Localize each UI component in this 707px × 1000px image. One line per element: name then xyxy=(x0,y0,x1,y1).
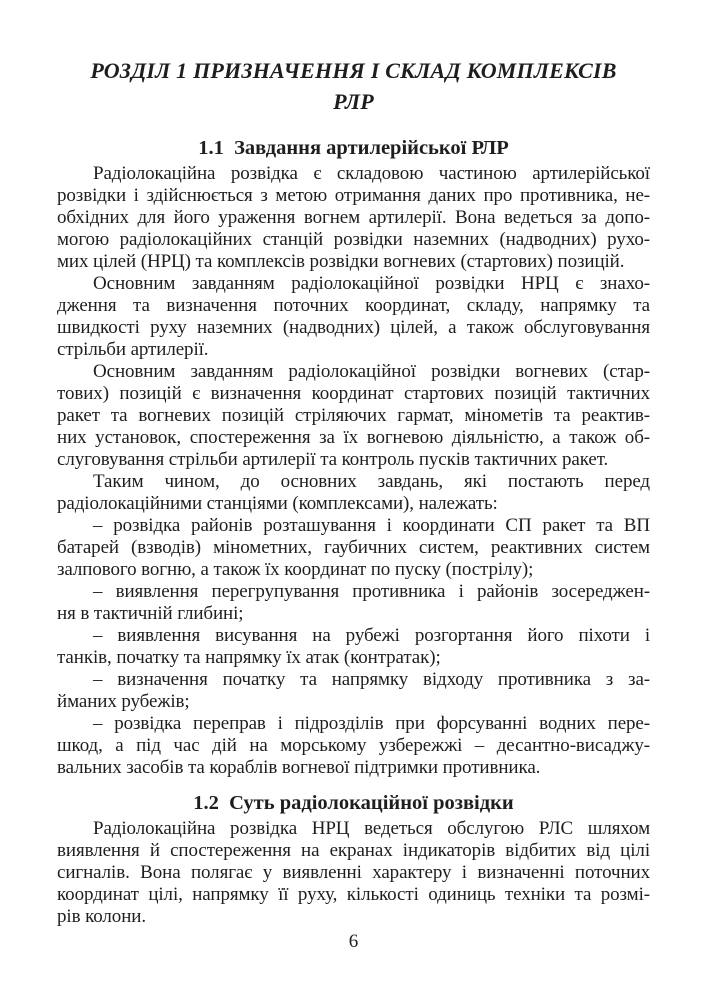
text-line: дження та визначення поточних координат, складу, напрямку та xyxy=(57,295,650,316)
paragraph xyxy=(57,163,650,273)
text-line: могою радіолокаційних станцій розвідки наземних (надводних) рухо- xyxy=(57,229,650,250)
list-item xyxy=(57,515,650,581)
text-line: танків, початку та напрямку їх атак (контратак); xyxy=(57,647,441,668)
text-line: – виявлення перегрупування противника і районів зосереджен- xyxy=(93,581,650,602)
text-line: – розвідка районів розташування і координати СП ракет та ВП xyxy=(93,515,650,536)
text-line: Радіолокаційна розвідка є складовою частиною артилерійської xyxy=(93,163,650,184)
text-line: виявлення й спостереження на екранах індикаторів відбитих від цілі xyxy=(57,840,650,861)
text-line: батарей (взводів) мінометних, гаубичних систем, реактивних систем xyxy=(57,537,650,558)
text-line: шкод, а під час дій на морському узбережжі – десантно-висаджу- xyxy=(57,735,650,756)
paragraph xyxy=(57,471,650,515)
text-line: тових) позицій є визначення координат стартових позицій тактичних xyxy=(57,383,650,404)
list-item xyxy=(57,625,650,669)
text-line: радіолокаційними станціями (комплексами), належать: xyxy=(57,493,498,514)
text-line: сигналів. Вона полягає у виявленні характеру і визначенні поточних xyxy=(57,862,650,883)
text-line: розвідки і здійснюється з метою отримання даних про противника, не- xyxy=(57,185,650,206)
text-line: залпового вогню, а також їх координат по пуску (пострілу); xyxy=(57,559,534,580)
paragraph xyxy=(57,273,650,361)
text-column xyxy=(57,55,650,928)
text-line: них установок, спостереження за їх вогневою діяльністю, а також об- xyxy=(57,427,650,448)
text-line: Радіолокаційна розвідка НРЦ ведеться обслугою РЛС шляхом xyxy=(93,818,650,839)
paragraph xyxy=(57,818,650,928)
text-line: Основним завданням радіолокаційної розвідки НРЦ є знахо- xyxy=(93,273,650,294)
text-line: мих цілей (НРЦ) та комплексів розвідки вогневих (стартових) позицій. xyxy=(57,251,625,272)
list-item xyxy=(57,581,650,625)
chapter-title xyxy=(57,55,650,117)
text-line: йманих рубежів; xyxy=(57,691,190,712)
chapter-title-line: РОЗДІЛ 1 ПРИЗНАЧЕННЯ І СКЛАД КОМПЛЕКСІВ xyxy=(90,58,617,83)
chapter-title-line: РЛР xyxy=(333,89,374,114)
text-line: Таким чином, до основних завдань, які постають перед xyxy=(93,471,650,492)
section-heading: 1.1 Завдання артилерійської РЛР xyxy=(198,137,509,159)
page-number: 6 xyxy=(348,931,359,952)
text-line: – визначення початку та напрямку відходу противника з за- xyxy=(93,669,650,690)
text-line: ракет та вогневих позицій стріляючих гармат, мінометів та реактив- xyxy=(57,405,650,426)
text-line: Основним завданням радіолокаційної розвідки вогневих (стар- xyxy=(93,361,650,382)
text-line: обхідних для його ураження вогнем артилерії. Вона ведеться за допо- xyxy=(57,207,650,228)
text-line: координат цілі, напрямку її руху, кількості одиниць техніки та розмі- xyxy=(57,884,650,905)
list-item xyxy=(57,669,650,713)
document-blocks xyxy=(57,136,650,928)
text-line: рів колони. xyxy=(57,906,146,927)
text-line: ня в тактичній глибині; xyxy=(57,603,244,624)
text-line: – розвідка переправ і підрозділів при форсуванні водних пере- xyxy=(93,713,650,734)
section-heading: 1.2 Суть радіолокаційної розвідки xyxy=(193,792,514,814)
text-line: швидкості руху наземних (надводних) цілей, а також обслуговування xyxy=(57,317,650,338)
paragraph xyxy=(57,361,650,471)
text-line: слуговування стрільби артилерії та контроль пусків тактичних ракет. xyxy=(57,449,609,470)
text-line: стрільби артилерії. xyxy=(57,339,209,360)
list-item xyxy=(57,713,650,779)
text-line: – виявлення висування на рубежі розгортання його піхоти і xyxy=(93,625,650,646)
text-line: вальних засобів та кораблів вогневої підтримки противника. xyxy=(57,757,541,778)
